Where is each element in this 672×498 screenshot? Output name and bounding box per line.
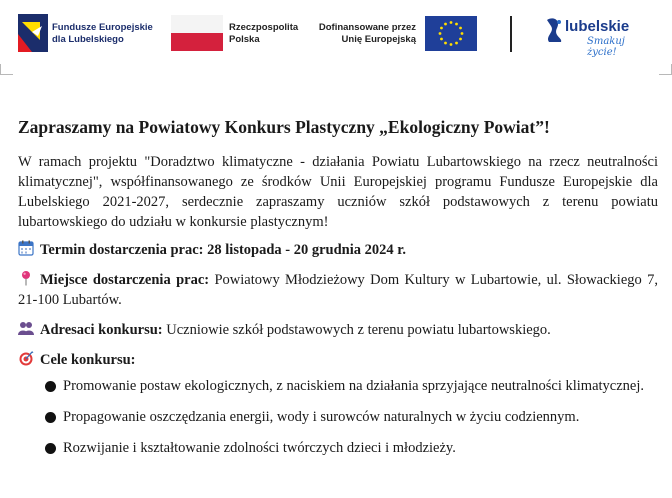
list-item: Rozwijanie i kształtowanie zdolności twórczych dzieci i młodzieży. — [18, 438, 658, 458]
lubelskie-logo — [543, 14, 643, 58]
fundusze-europejskie-logo-icon — [18, 14, 48, 52]
fundusze-europejskie-text: Fundusze Europejskie dla Lubelskiego — [52, 22, 153, 45]
logo-divider — [510, 16, 512, 52]
list-item: Propagowanie oszczędzania energii, wody i surowców naturalnych w życiu codziennym. — [18, 407, 658, 427]
black-circle-icon — [45, 381, 56, 392]
place-line — [18, 270, 658, 310]
lubelskie-slogan: Smakuj życie! — [587, 36, 625, 58]
goals-label: Cele konkursu: — [40, 352, 136, 368]
goals-heading — [18, 350, 658, 370]
audience-value: Uczniowie szkół podstawowych z terenu powiatu lubartowskiego. — [166, 322, 551, 338]
list-item: Promowanie postaw ekologicznych, z naciskiem na działania sprzyjające neutralności klimatycznej. — [18, 376, 658, 396]
lubelskie-name: lubelskie — [565, 18, 630, 35]
eu-funding-text: Dofinansowane przez Unię Europejską — [318, 22, 416, 45]
black-circle-icon — [45, 443, 56, 454]
goals-list — [18, 376, 658, 458]
frame-corner-left — [0, 64, 13, 75]
rzeczpospolita-text: Rzeczpospolita Polska — [229, 22, 299, 45]
pushpin-icon — [18, 270, 34, 286]
article-intro: W ramach projektu "Doradztwo klimatyczne - działania Powiatu Lubartowskiego na rzecz neutralności klimatycznej", współfinansowanego ze środków Unii Europejskiej programu Fundusze Europejskie dla Lubelskiego 2021-2027, serdecznie zapraszamy uczniów szkół podstawowych z terenu powiatu lubartowskiego do udziału w konkursie plastycznym! — [18, 154, 658, 230]
lubelskie-mark-icon — [543, 16, 565, 44]
black-circle-icon — [45, 412, 56, 423]
audience-label: Adresaci konkursu: — [40, 322, 163, 338]
place-value: Powiatowy Młodzieżowy Dom Kultury w Lubartowie, ul. Słowackiego 7, 21-100 Lubartów. — [18, 272, 659, 308]
article — [18, 116, 658, 469]
calendar-icon — [18, 240, 34, 256]
deadline-text: Termin dostarczenia prac: 28 listopada - 20 grudnia 2024 r. — [40, 242, 407, 258]
place-label: Miejsce dostarczenia prac: — [40, 272, 210, 288]
audience-line — [18, 320, 658, 340]
deadline-line — [18, 240, 658, 260]
eu-flag-icon — [425, 16, 477, 51]
people-icon — [18, 320, 34, 336]
target-icon — [18, 350, 34, 366]
poland-flag-icon — [171, 15, 223, 51]
logo-bar — [0, 0, 672, 62]
frame-corner-right — [659, 64, 672, 75]
article-title: Zapraszamy na Powiatowy Konkurs Plastyczny „Ekologiczny Powiat”! — [18, 117, 550, 137]
